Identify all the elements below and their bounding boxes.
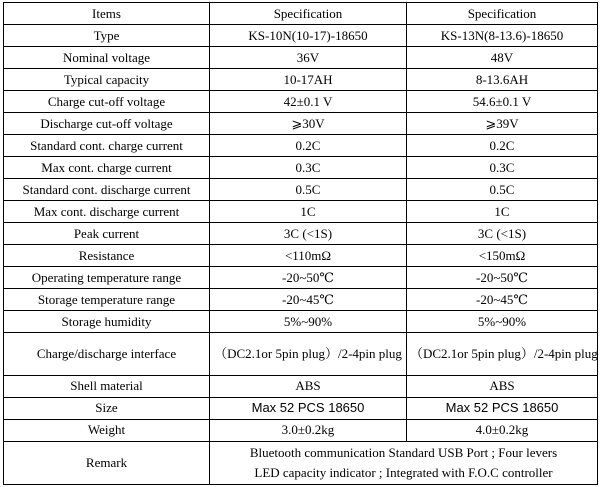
spec-value-1: 0.3C bbox=[210, 157, 407, 179]
spec-value-1: ⩾30V bbox=[210, 113, 407, 135]
row-type bbox=[4, 25, 598, 47]
item-label: Storage humidity bbox=[4, 311, 210, 333]
spec-value-2: 54.6±0.1 V bbox=[407, 91, 598, 113]
spec-value-2: 3C (<1S) bbox=[407, 223, 598, 245]
spec-value-1: 3C (<1S) bbox=[210, 223, 407, 245]
header-row bbox=[4, 3, 598, 25]
header-items: Items bbox=[4, 3, 210, 25]
spec-value-2: 4.0±0.2kg bbox=[407, 419, 598, 441]
row-remark bbox=[4, 441, 598, 484]
spec-value-1: 36V bbox=[210, 47, 407, 69]
item-label: Nominal voltage bbox=[4, 47, 210, 69]
row-resistance bbox=[4, 245, 598, 267]
item-label: Shell material bbox=[4, 375, 210, 397]
remark-line-2: LED capacity indicator ; Integrated with F.O.C controller bbox=[254, 464, 553, 480]
spec-value-1: ABS bbox=[210, 375, 407, 397]
row-size bbox=[4, 397, 598, 419]
row-standard-discharge-current bbox=[4, 179, 598, 201]
spec-value-1: 1C bbox=[210, 201, 407, 223]
item-label: Resistance bbox=[4, 245, 210, 267]
specification-table bbox=[3, 2, 598, 485]
spec-value-1: -20~45℃ bbox=[210, 289, 407, 311]
row-operating-temperature bbox=[4, 267, 598, 289]
item-label: Size bbox=[4, 397, 210, 419]
row-weight bbox=[4, 419, 598, 441]
item-label: Peak current bbox=[4, 223, 210, 245]
row-standard-charge-current bbox=[4, 135, 598, 157]
spec-value-2: （DC2.1or 5pin plug）/2-4pin plug bbox=[407, 333, 598, 375]
row-charge-interface bbox=[4, 333, 598, 375]
header-specification-1: Specification bbox=[210, 3, 407, 25]
row-discharge-cutoff-voltage bbox=[4, 113, 598, 135]
spec-value-1: Max 52 PCS 18650 bbox=[210, 397, 407, 419]
spec-value-1: 5%~90% bbox=[210, 311, 407, 333]
row-charge-cutoff-voltage bbox=[4, 91, 598, 113]
spec-value-1: -20~50℃ bbox=[210, 267, 407, 289]
row-storage-humidity bbox=[4, 311, 598, 333]
spec-value-1: KS-10N(10-17)-18650 bbox=[210, 25, 407, 47]
spec-value-2: ABS bbox=[407, 375, 598, 397]
item-label: Max cont. discharge current bbox=[4, 201, 210, 223]
spec-value-1: （DC2.1or 5pin plug）/2-4pin plug bbox=[210, 333, 407, 375]
item-label: Storage temperature range bbox=[4, 289, 210, 311]
spec-value-2: 48V bbox=[407, 47, 598, 69]
item-label: Standard cont. discharge current bbox=[4, 179, 210, 201]
remark-text bbox=[210, 441, 598, 484]
spec-value-2: 5%~90% bbox=[407, 311, 598, 333]
item-label: Discharge cut-off voltage bbox=[4, 113, 210, 135]
item-label: Operating temperature range bbox=[4, 267, 210, 289]
spec-value-2: ⩾39V bbox=[407, 113, 598, 135]
spec-value-2: 0.3C bbox=[407, 157, 598, 179]
item-label: Standard cont. charge current bbox=[4, 135, 210, 157]
spec-value-1: 10-17AH bbox=[210, 69, 407, 91]
spec-value-2: -20~45℃ bbox=[407, 289, 598, 311]
spec-value-2: Max 52 PCS 18650 bbox=[407, 397, 598, 419]
spec-value-2: 8-13.6AH bbox=[407, 69, 598, 91]
spec-value-1: <110mΩ bbox=[210, 245, 407, 267]
remark-label: Remark bbox=[4, 441, 210, 484]
row-storage-temperature bbox=[4, 289, 598, 311]
spec-value-1: 0.5C bbox=[210, 179, 407, 201]
item-label: Typical capacity bbox=[4, 69, 210, 91]
item-label: Type bbox=[4, 25, 210, 47]
remark-line-1: Bluetooth communication Standard USB Port ; Four levers bbox=[249, 444, 558, 460]
spec-value-2: 1C bbox=[407, 201, 598, 223]
item-label: Charge cut-off voltage bbox=[4, 91, 210, 113]
row-nominal-voltage bbox=[4, 47, 598, 69]
header-specification-2: Specification bbox=[407, 3, 598, 25]
item-label: Weight bbox=[4, 419, 210, 441]
row-peak-current bbox=[4, 223, 598, 245]
row-typical-capacity bbox=[4, 69, 598, 91]
spec-value-2: KS-13N(8-13.6)-18650 bbox=[407, 25, 598, 47]
spec-value-1: 42±0.1 V bbox=[210, 91, 407, 113]
spec-value-2: 0.2C bbox=[407, 135, 598, 157]
spec-value-1: 0.2C bbox=[210, 135, 407, 157]
row-max-charge-current bbox=[4, 157, 598, 179]
spec-value-2: -20~50℃ bbox=[407, 267, 598, 289]
spec-value-2: 0.5C bbox=[407, 179, 598, 201]
row-max-discharge-current bbox=[4, 201, 598, 223]
row-shell-material bbox=[4, 375, 598, 397]
spec-value-2: <150mΩ bbox=[407, 245, 598, 267]
spec-value-1: 3.0±0.2kg bbox=[210, 419, 407, 441]
item-label: Max cont. charge current bbox=[4, 157, 210, 179]
item-label: Charge/discharge interface bbox=[4, 333, 210, 375]
